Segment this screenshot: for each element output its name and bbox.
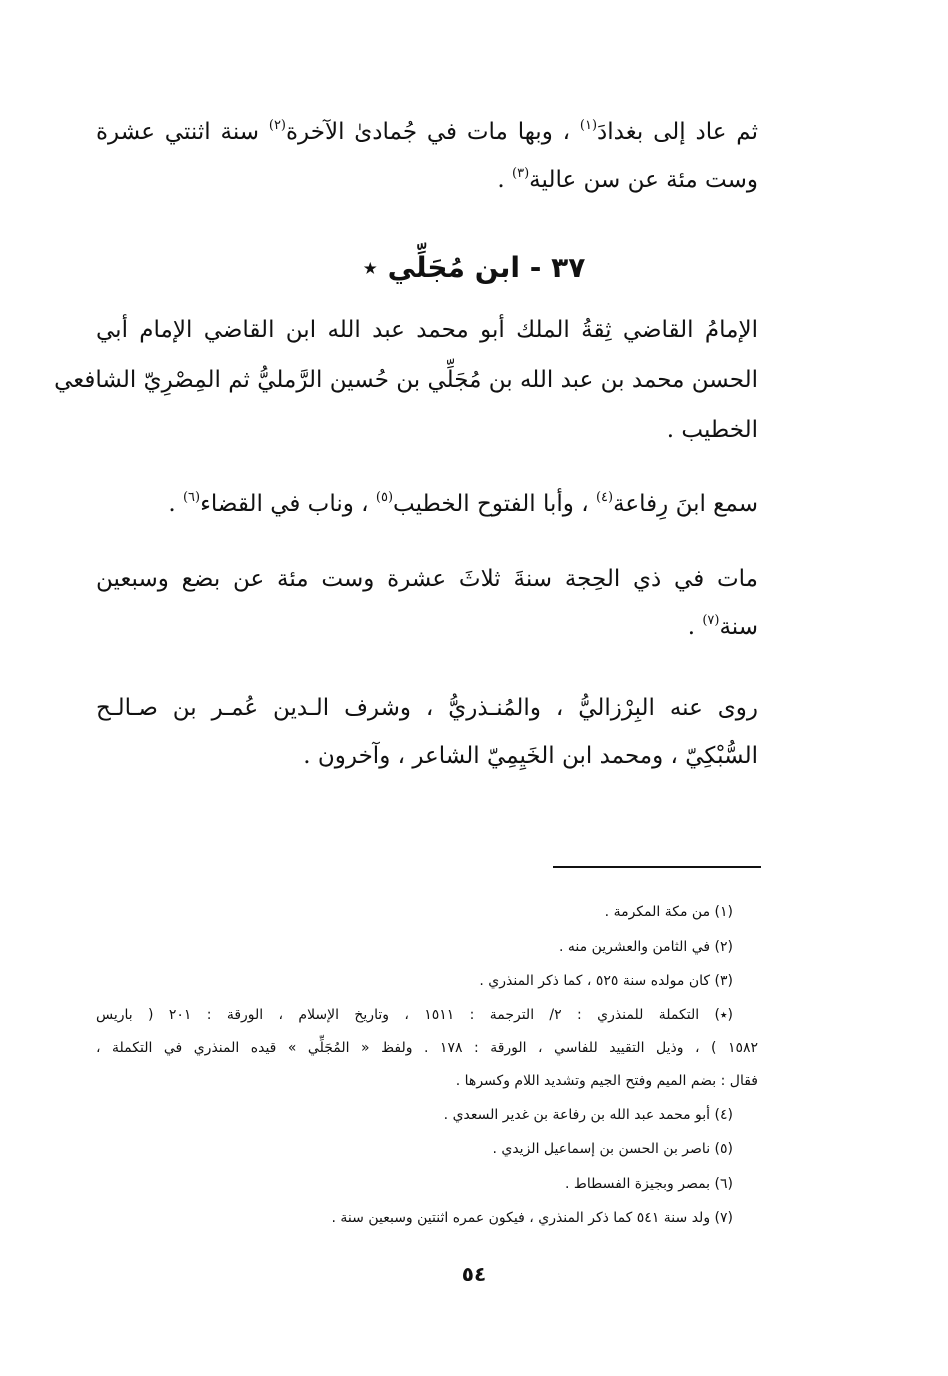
footnote-separator	[553, 866, 761, 868]
paragraph-name-lineage	[54, 305, 758, 455]
paragraph-line: مات في ذي الحِجة سنةَ ثلاثَ عشرة وست مئة عن بضع وسبعين	[96, 566, 758, 592]
paragraph-line: روى عنه البِرْزاليُّ ، والمُنـذريُّ ، وشرف الـدين عُمـر بن صـالـح	[96, 695, 758, 721]
footnote-star-line-2: ١٥٨٢ ) ، وذيل التقييد للفاسي ، الورقة : ١٧٨ . ولفظ « المُجَلِّي » قيده المنذري في التكملة ،	[96, 1039, 759, 1056]
text-segment: ثم عاد إلى بغدادَ	[597, 119, 758, 145]
footnote-ref-4: (٤)	[595, 490, 614, 505]
paragraph-line	[96, 108, 758, 156]
paragraph-line: الخطيب .	[666, 417, 758, 443]
footnote-star	[96, 999, 758, 1098]
footnote-ref-6: (٦)	[182, 490, 201, 505]
footnote-6: (٦) بمصر وبجيزة الفسطاط .	[565, 1175, 733, 1192]
paragraph-line: الإمامُ القاضي ثِقةُ الملك أبو محمد عبد الله ابن القاضي الإمام أبي	[96, 317, 758, 343]
text-segment: .	[497, 167, 513, 193]
paragraph-death	[96, 555, 758, 651]
footnotes	[96, 895, 758, 1236]
footnote-star-line-1: (٭) التكملة للمنذري : ٢/ الترجمة : ١٥١١ ، وتاريخ الإسلام ، الورقة : ٢٠١ ( باريس	[96, 1006, 733, 1023]
footnote-1: (١) من مكة المكرمة .	[604, 904, 733, 920]
paragraph-line: السُّبْكِيّ ، ومحمد ابن الخَيِمِيّ الشاعر ، وآخرون .	[303, 743, 758, 769]
text-segment: سنة	[719, 614, 758, 640]
paragraph-teachers	[96, 480, 758, 528]
entry-title: ٣٧ - ابن مُجَلِّي ٭	[362, 251, 586, 284]
text-segment: ، وأبا الفتوح الخطيب	[393, 491, 596, 517]
text-segment: .	[168, 491, 183, 517]
footnote-7: (٧) ولد سنة ٥٤١ كما ذكر المنذري ، فيكون عمره اثنتين وسبعين سنة .	[331, 1210, 733, 1226]
footnote-star-line-3: فقال : بضم الميم وفتح الجيم وتشديد اللام وكسرها .	[455, 1072, 758, 1089]
paragraph-line	[96, 156, 758, 204]
text-segment: ، وبها مات في جُمادىٰ الآخرة	[286, 119, 580, 145]
footnote-3: (٣) كان مولده سنة ٥٢٥ ، كما ذكر المنذري .	[479, 973, 733, 989]
footnote-5: (٥) ناصر بن الحسن بن إسماعيل الزيدي .	[492, 1141, 733, 1157]
footnote-ref-5: (٥)	[375, 490, 394, 505]
paragraph-line	[96, 603, 758, 651]
paragraph-line: الحسن محمد بن عبد الله بن مُجَلِّي بن حُسين الرَّمليُّ ثم المِصْرِيّ الشافعي	[54, 367, 758, 393]
footnote-4: (٤) أبو محمد عبد الله بن رفاعة بن غدير السعدي .	[443, 1106, 733, 1123]
text-segment: ، وناب في القضاء	[200, 491, 376, 517]
footnote-2: (٢) في الثامن والعشرين منه .	[559, 938, 733, 955]
text-segment: وست مئة عن سن عالية	[529, 167, 758, 193]
paragraph-narrators	[96, 684, 758, 780]
paragraph-line	[96, 480, 758, 528]
footnote-ref-2: (٢)	[268, 118, 286, 133]
text-segment: سمع ابنَ رِفاعة	[613, 491, 758, 517]
footnote-ref-7: (٧)	[702, 613, 720, 628]
footnote-ref-3: (٣)	[512, 166, 530, 181]
text-segment: .	[687, 614, 703, 640]
paragraph-return-to-baghdad	[96, 108, 758, 204]
footnote-ref-1: (١)	[579, 118, 598, 133]
text-segment: سنة اثنتي عشرة	[96, 119, 269, 145]
page-number: ٥٤	[461, 1262, 487, 1286]
